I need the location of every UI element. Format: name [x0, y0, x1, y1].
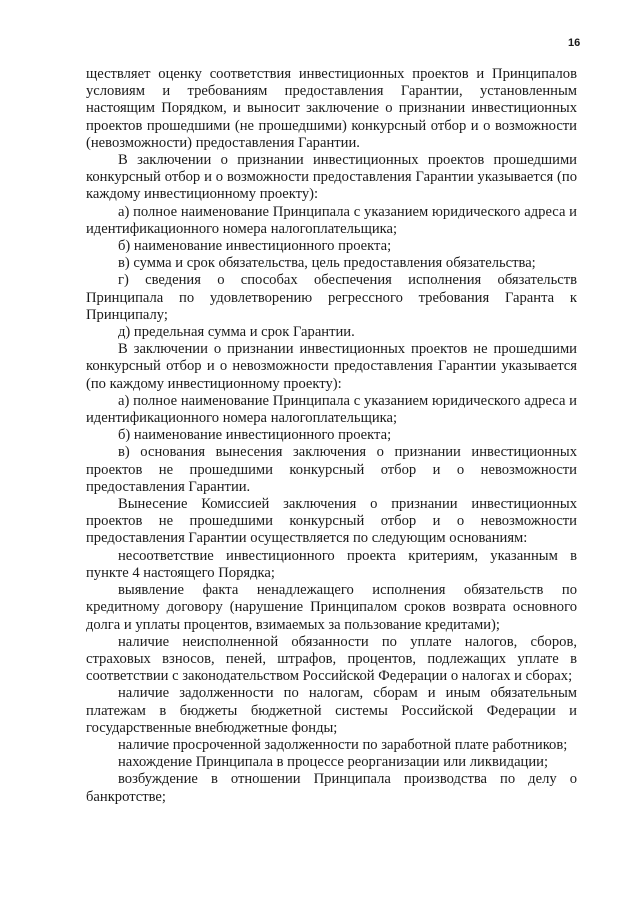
list-item: возбуждение в отношении Принципала производства по делу о банкротстве; — [86, 771, 577, 805]
list-item: наличие задолженности по налогам, сборам и иным обязательным платежам в бюджеты бюджетной системы Российской Федерации и государственные внебюджетные фонды; — [86, 685, 577, 736]
list-item: д) предельная сумма и срок Гарантии. — [118, 324, 355, 341]
list-item: выявление факта ненадлежащего исполнения обязательств по кредитному договору (нарушение Принципалом сроков возврата основного долга и уплаты процентов, взимаемых за пользование кредитами); — [86, 582, 577, 633]
list-item: г) сведения о способах обеспечения исполнения обязательств Принципала по удовлетворению регрессного требования Гаранта к Принципалу; — [86, 272, 577, 323]
list-item: нахождение Принципала в процессе реорганизации или ликвидации; — [118, 754, 549, 771]
list-item: несоответствие инвестиционного проекта критериям, указанным в пункте 4 настоящего Порядка; — [86, 547, 577, 581]
paragraph: В заключении о признании инвестиционных проектов прошедшими конкурсный отбор и о возможности предоставления Гарантии указывается (по каждому инвестиционному проекту): — [86, 152, 577, 203]
list-item: в) сумма и срок обязательства, цель предоставления обязательства; — [118, 255, 536, 272]
list-item: наличие неисполненной обязанности по уплате налогов, сборов, страховых взносов, пеней, штрафов, процентов, подлежащих уплате в соответствии с законодательством Российской Федерации о налогах и сборах; — [86, 633, 577, 685]
list-item: а) полное наименование Принципала с указанием юридического адреса и идентификационного номера налогоплательщика; — [86, 392, 577, 427]
list-item: б) наименование инвестиционного проекта; — [118, 238, 392, 255]
page-number: 16 — [568, 37, 581, 49]
paragraph: Вынесение Комиссией заключения о признании инвестиционных проектов не прошедшими конкурсный отбор и о невозможности предоставления Гарантии осуществляется по следующим основаниям: — [86, 496, 577, 547]
list-item: а) полное наименование Принципала с указанием юридического адреса и идентификационного номера налогоплательщика; — [86, 203, 577, 237]
list-item: в) основания вынесения заключения о признании инвестиционных проектов не прошедшими конкурсный отбор и о невозможности предоставления Гарантии. — [86, 444, 577, 495]
paragraph: ществляет оценку соответствия инвестиционных проектов и Принципалов условиям и требованиям предоставления Гарантии, установленным настоящим Порядком, и выносит заключение о признании инвестиционных проектов прошедшими (не прошедшими) конкурсный отбор и о возможности (невозможности) предоставления Гарантии. — [86, 66, 577, 151]
paragraph: В заключении о признании инвестиционных проектов не прошедшими конкурсный отбор и о невозможности предоставления Гарантии указывается (по каждому инвестиционному проекту): — [86, 341, 577, 392]
document-body — [86, 66, 577, 806]
list-item: б) наименование инвестиционного проекта; — [118, 427, 392, 444]
list-item: наличие просроченной задолженности по заработной плате работников; — [118, 736, 568, 753]
